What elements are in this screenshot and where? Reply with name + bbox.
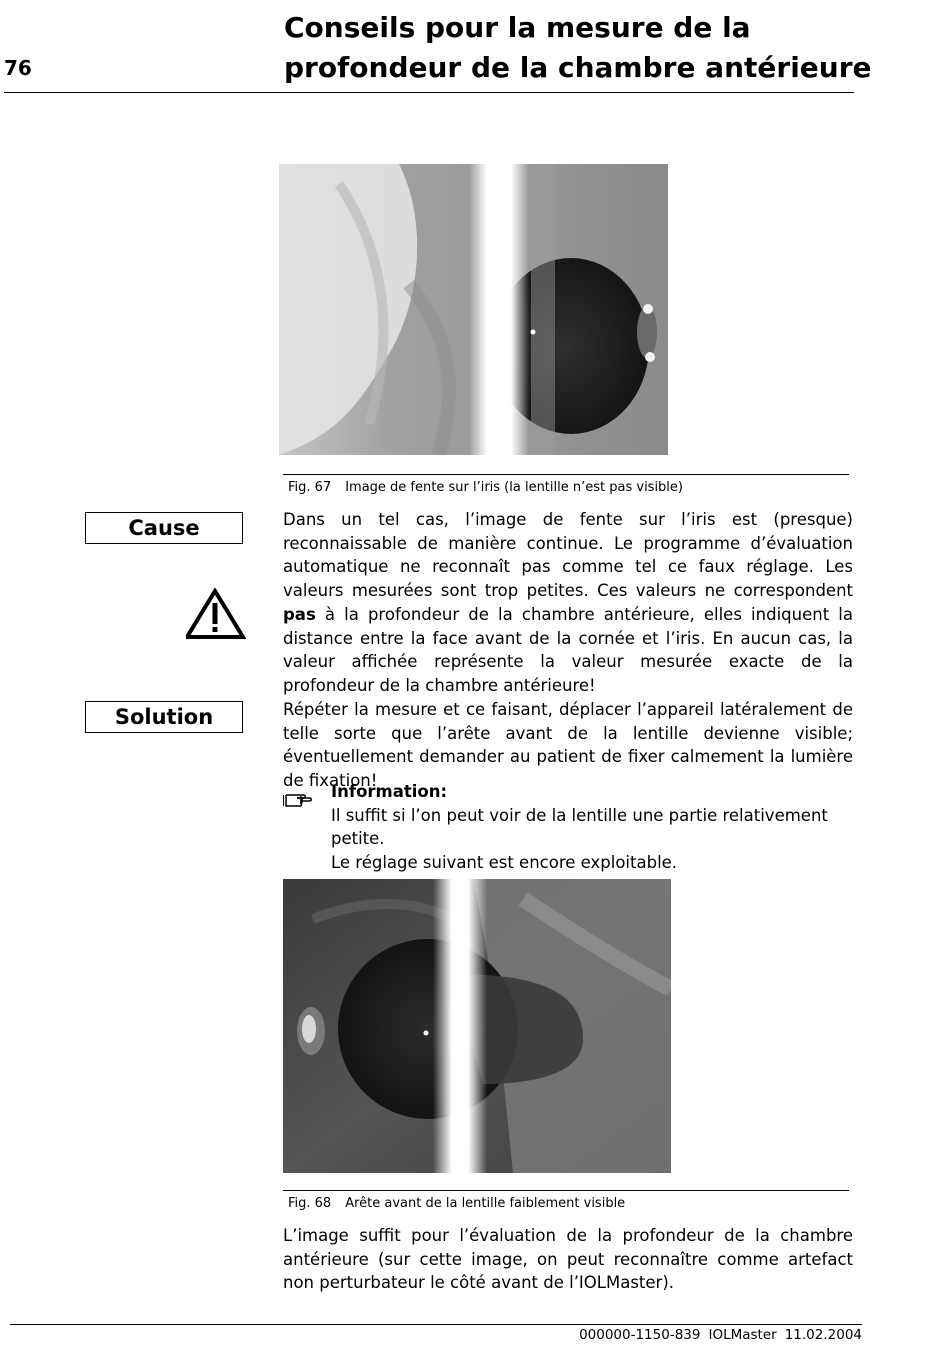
figure-67-rule [283, 474, 849, 475]
cause-label: Cause [85, 512, 243, 544]
page-title [284, 8, 904, 88]
solution-text: Répéter la mesure et ce faisant, déplacer l’appareil latéralement de telle sorte que l’arête avant de la lentille devienne visible; éventuellement demander au patient de fixer calmement la lumière de fixation! [283, 700, 853, 791]
figure-67-caption [288, 480, 683, 495]
footer-product: IOLMaster [708, 1327, 777, 1343]
figure-68-caption [288, 1196, 625, 1211]
information-line-1: Il suffit si l’on peut voir de la lentille une partie relativement petite. [331, 805, 828, 849]
footer-date: 11.02.2004 [784, 1327, 862, 1343]
footer [579, 1327, 862, 1343]
page-title-line-1: Conseils pour la mesure de la [284, 11, 751, 44]
footer-divider [10, 1324, 862, 1325]
information-line-2: Le réglage suivant est encore exploitable. [331, 853, 678, 873]
warning-icon [186, 588, 246, 640]
figure-68-rule [283, 1190, 849, 1191]
page-title-line-2: profondeur de la chambre antérieure [284, 51, 872, 84]
cause-text-part-1: Dans un tel cas, l’image de fente sur l’iris est (presque) reconnaissable de manière continue. Le programme d’évaluation automatique ne reconnaît pas comme tel ce faux réglage. Les valeurs mesurées sont trop petites. Ces valeurs ne correspondent [283, 510, 853, 601]
footer-doc-number: 000000-1150-839 [579, 1327, 701, 1343]
cause-text [283, 508, 853, 698]
figure-68-number: Fig. 68 [288, 1196, 332, 1211]
figure-67-image [279, 164, 668, 455]
header-divider [4, 92, 854, 93]
figure-68-image [283, 879, 671, 1173]
figure-67-number: Fig. 67 [288, 480, 332, 495]
figure-68-caption-text: Arête avant de la lentille faiblement visible [345, 1196, 626, 1211]
closing-text: L’image suffit pour l’évaluation de la profondeur de la chambre antérieure (sur cette image, on peut reconnaître comme artefact non perturbateur le côté avant de l’IOLMaster). [283, 1226, 853, 1293]
figure-67-caption-text: Image de fente sur l’iris (la lentille n’est pas visible) [345, 480, 683, 495]
information-note [331, 780, 861, 875]
information-title: Information: [331, 782, 448, 801]
pointing-hand-icon [283, 789, 315, 809]
solution-label: Solution [85, 701, 243, 733]
cause-text-emphasis: pas [283, 604, 316, 624]
page-number: 76 [4, 56, 32, 80]
cause-text-part-2: à la profondeur de la chambre antérieure, elles indiquent la distance entre la face avant de la cornée et l’iris. En aucun cas, la valeur affichée représente la valeur mesurée exacte de la profondeur de la chambre antérieure! [283, 604, 853, 695]
